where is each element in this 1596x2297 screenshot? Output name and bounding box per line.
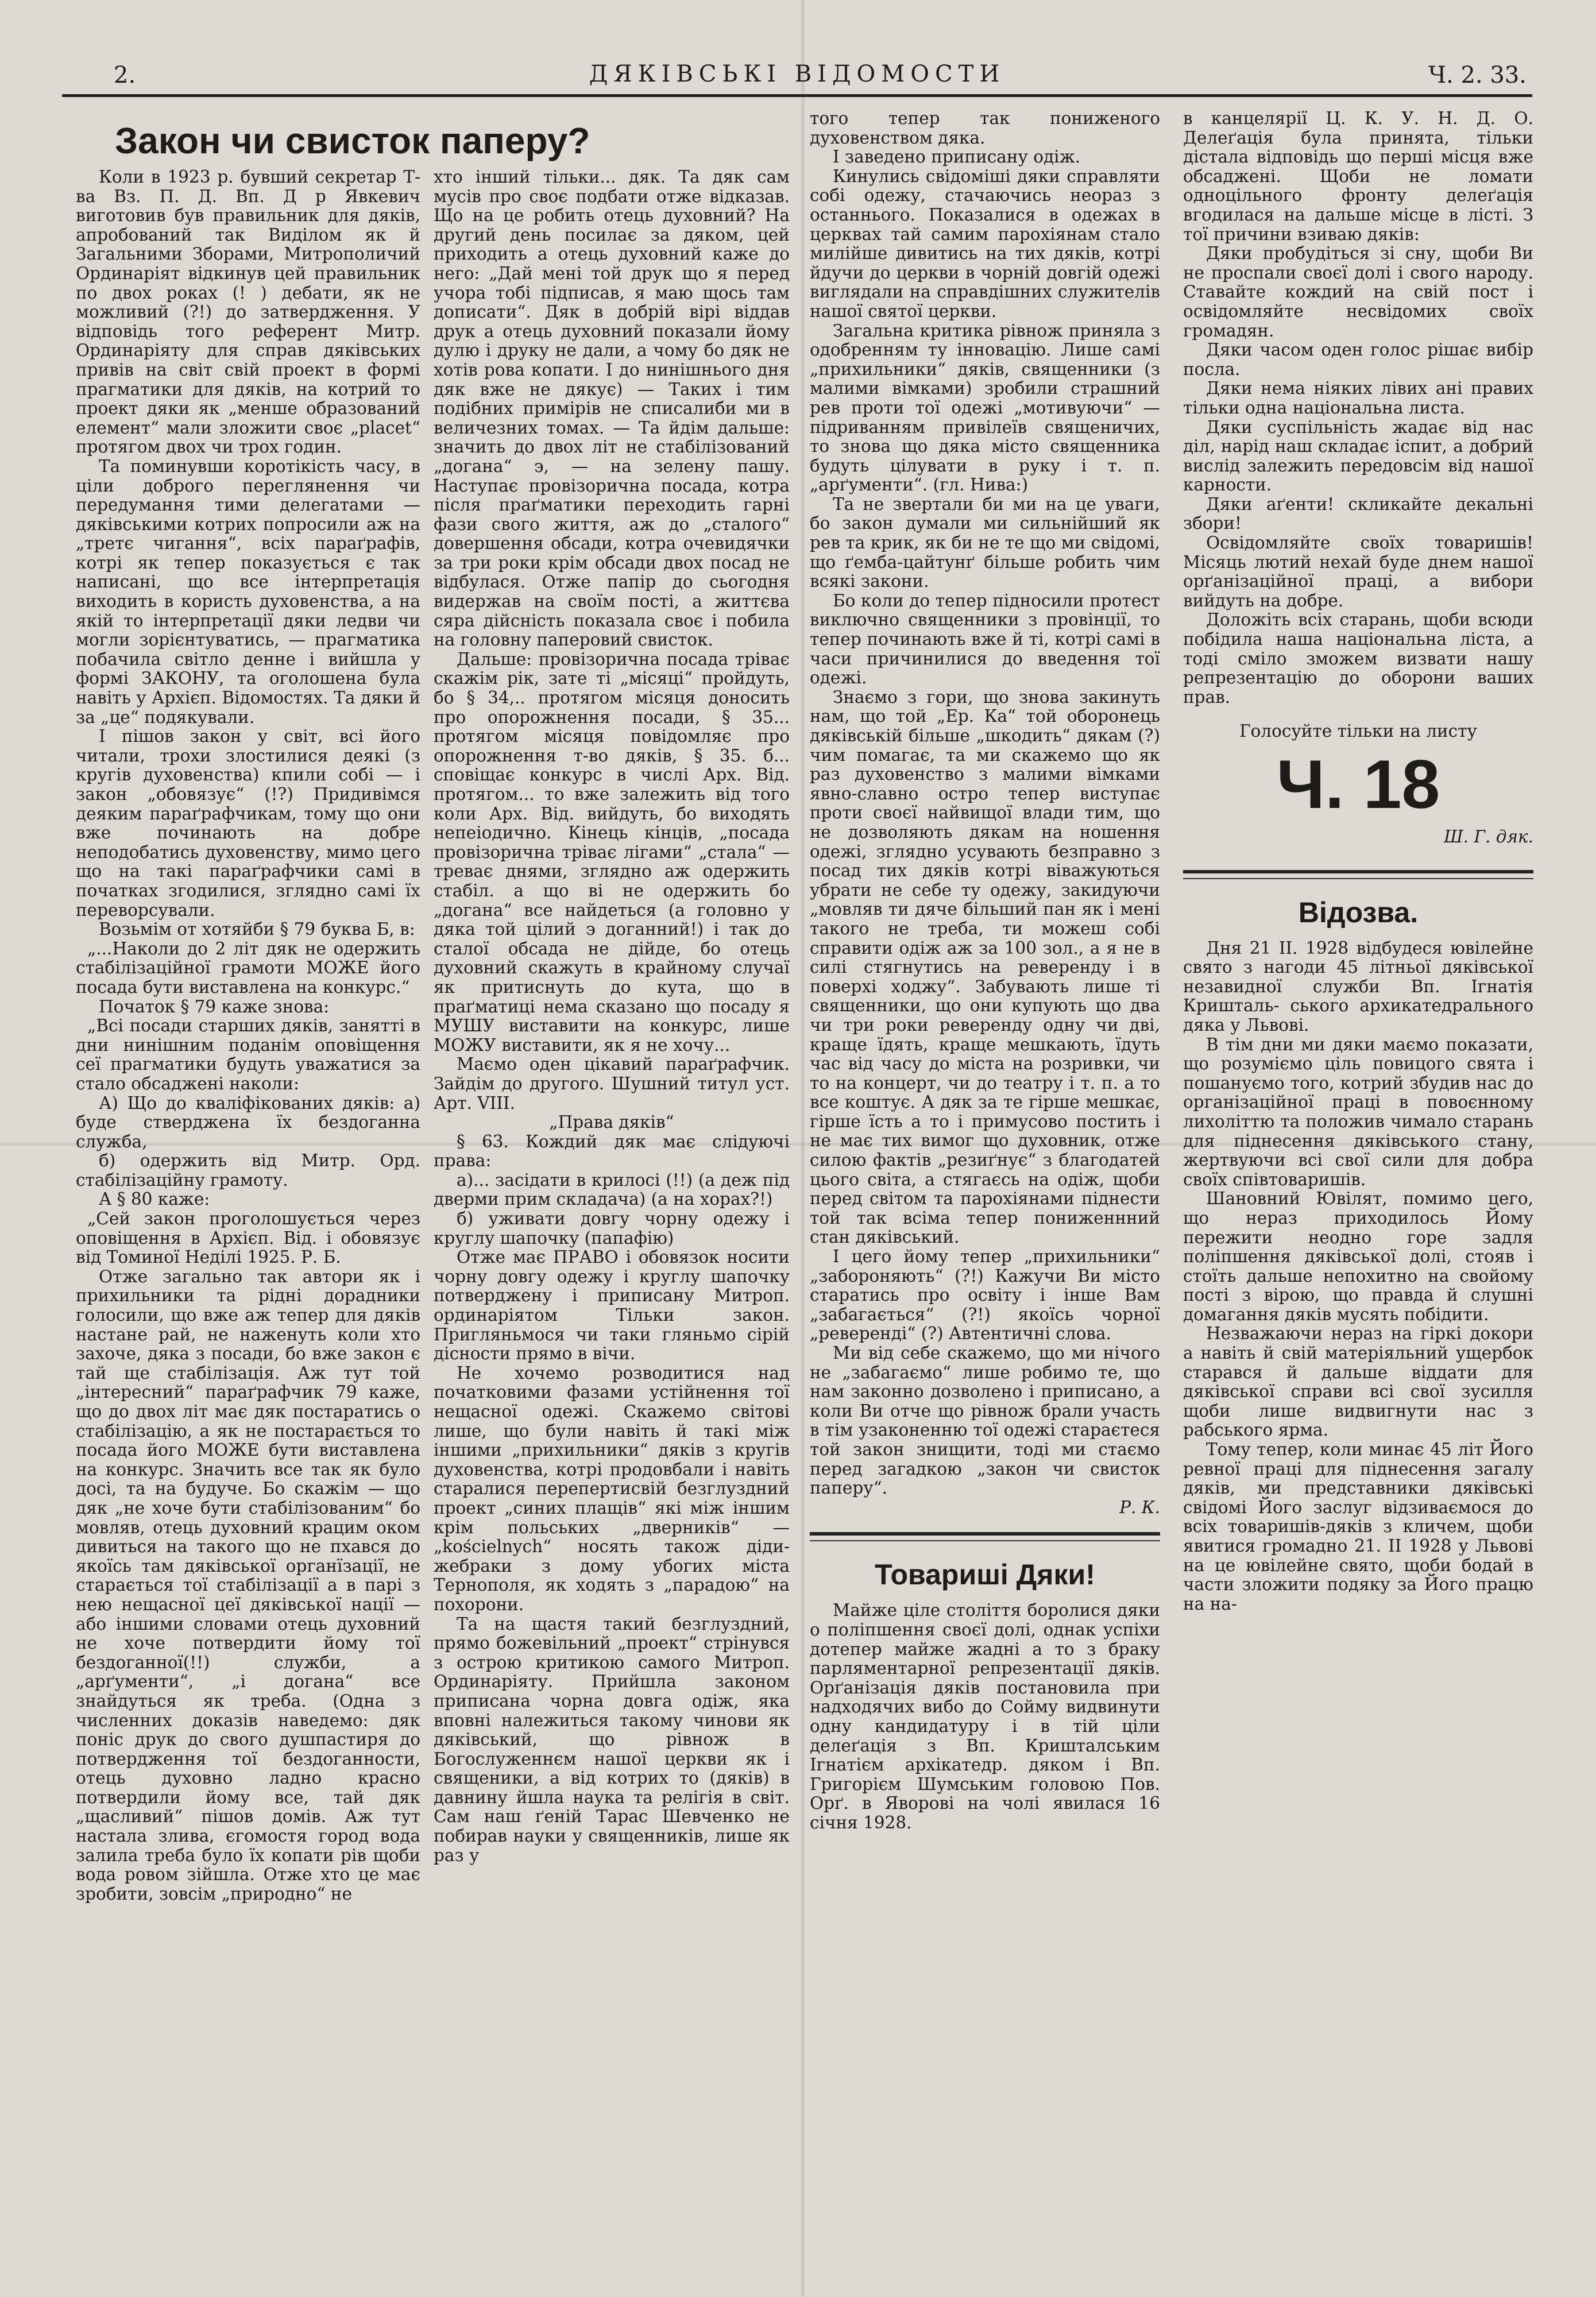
article2-title: Товариші Дяки! xyxy=(875,1559,1095,1591)
paragraph: б) уживати довгу чорну одежу і круглу шапочку (папафію) xyxy=(434,1209,790,1248)
paragraph: В тім дни ми дяки маємо показати, що розуміємо ціль повицого свята і пошануємо того, котрий збудив нас до організаційної праці в повоєнному лихоліттю та положив чимало старань для піднесення дяківського стану, жертвуючи всі свої сили для добра своїх співтоваришів. xyxy=(1183,1034,1533,1189)
column-4 xyxy=(1183,109,1533,2280)
section-rule xyxy=(1183,870,1533,873)
vote-line: Голосуйте тільки на листу xyxy=(1239,721,1477,741)
paragraph: § 63. Кождий дяк має слідуючі права: xyxy=(434,1131,790,1171)
quote: „...Наколи до 2 літ дяк не одержить стабілізаційної грамоти МОЖЕ його посада бути виставлена на конкурс.“ xyxy=(76,938,420,997)
paragraph: Майже ціле століття боролися дяки о поліпшення своєї долі, однак успіхи дотепер майже жадні а то з браку парляментарної репрезентації дяків. Орґанізація дяків постановила при надходячих вибо до Сойму видвинути одну кандидатуру і в тій ціли делеґація з Вп. Кришталським Ігнатієм архікатедр. дяком і Вп. Григорієм Шумським головою Пов. Орґ. в Яворові на чолі явилася 16 січня 1928. xyxy=(810,1600,1160,1832)
paragraph: Кинулись свідоміші дяки справляти собі одежу, стачаючись неораз з останнього. Показалися в одежах в церквах тай самим парохіянам стало милійше дивитись на тих дяків, котрі йдучи до церкви в чорній довгій одежі виглядали на справдішних служителів нашої святої церкви. xyxy=(810,166,1160,321)
paragraph: Дяки нема ніяких лівих ані правих тільки одна національна листа. xyxy=(1183,378,1533,417)
paragraph: І заведено приписану одіж. xyxy=(833,147,1081,167)
paragraph: Дальше: провізорична посада тріває скажім рік, зате ті „місяці“ пройдуть, бо § 34,.. протягом місяця доносить про опорожнення посади, § 35... протягом місяця повідомляє про опорожнення т-во дяків, § 35. б... сповіщає конкурс в числі Арх. Від. протягом... то вже залежить від того коли Арх. Від. вийдуть, бо виходять непеіодично. Кінець кінців, „посада провізорична тріває лігами“ „стала“ — треває днями, зглядно аж одержить стабіл. а що ві не одержить бо „догана“ все найдеться (а головно у дяка той цілий э доганний!) і так до сталої обсада не дійде, бо отець духовний скажуть в крайному случаї як притиснуть до кута, що в праґматиці нема сказано що посаду я МУШУ виставити на конкурс, лише МОЖУ виставити, як я не хочу... xyxy=(434,649,790,1055)
column-3 xyxy=(810,109,1160,2280)
paragraph: а)... засідати в крилосі (!!) (а деж під дверми прим складача) (а на хорах?!) xyxy=(434,1170,790,1209)
paragraph: Отже має ПРАВО і обовязок носити чорну довгу одежу і круглу шапочку потверджену і приписану Митроп. ординаріятом Тільки закон. Пригляньмося чи таки гляньмо сірій дісности прямо в вічи. xyxy=(434,1247,790,1364)
paragraph: хто інший тільки... дяк. Та дяк сам мусів про своє подбати отже відказав. Що на це робить отець духовний? На другий день посилає за дяком, цей приходить а отець духовний каже до него: „Дай мені той друк що я перед учора тобі підписав, я маю щось там дописати“. Дяк в добрій вірі віддав друк а отець духовний показали йому дулю і друку не дали, а чому бо дяк не хотів рова копати. І до нинішнього дня дяк вже не дякує) — Таких і тим подібних примірів не списалиби ми в величезних томах. — Та йдім дальше: значить до двох літ не стабілізований „догана“ э, — на зелену пашу. Наступає провізорична посада, котра після праґматики переходить гарні фази свого життя, аж до „сталого“ довершення обсади, котра очевидячки за три роки крім обсади двох посад не відбулася. Отже папір до сьогодня видержав на своїм пості, а життєва сяра дійсність показала своє і побила на головну паперовий свисток. xyxy=(434,168,790,650)
paper-fold-vertical xyxy=(801,0,805,2297)
paragraph: І цего йому тепер „прихильники“ „забороняють“ (?!) Кажучи Ви місто старатись про освіту і інше Вам „забагається“ (?!) якоїсь чорної „реверенді“ (?) Автентичні слова. xyxy=(810,1247,1160,1344)
paragraph: І пішов закон у світ, всі його читали, трохи злостилися деякі (з кругів духовенства) кпили собі — і закон „обовязує“ (!?) Придивімся деяким параґрафчикам, тому що они вже починають на добре неподобатись духовенству, мимо цего що на такі параґрафчики самі в початках згодилися, зглядно самі їх переворсували. xyxy=(76,726,420,920)
paragraph: Шановний Ювілят, помимо цего, що нераз приходилось Йому пережити неодно горе задля поліпшення дяківської долі, стояв і стоїть дальше непохитно на свойому пості з вірою, що правда й слушні домагання дяків мусять побідити. xyxy=(1183,1189,1533,1324)
paragraph: Дяки часом оден голос рішає вибір посла. xyxy=(1183,340,1533,379)
paragraph: Ми від себе скажемо, що ми нічого не „забагаємо“ лише робимо те, що нам законно дозволено і приписано, а коли Ви отче що рівнож брали участь в тім узаконенню тої одежі стараєтеся той закон знищити, тоді ми стаємо перед загадкою „закон чи свисток паперу“. xyxy=(810,1343,1160,1498)
article1-title: Закон чи свисток паперу? xyxy=(115,120,590,161)
paragraph: Незважаючи нераз на гіркі докори а навіть й свій матеріяльний ущербок старався й дальше віддати для дяківської справи всі свої зусилля щоби лише видвигнути нас з рабського ярма. xyxy=(1183,1324,1533,1440)
vote-number: Ч. 18 xyxy=(1276,746,1440,823)
quote: „Всі посади старших дяків, занятті в дни нинішним поданім оповіщення сеї прагматики будуть уважатися за стало обсаджені наколи: xyxy=(76,1016,420,1093)
paragraph: Початок § 79 каже знова: xyxy=(99,996,330,1016)
section-rule-thin xyxy=(810,1540,1160,1541)
paragraph: Доложіть всіх старань, щоби всюди побідила наша національна ліста, а тоді сміло зможем визвати нашу репрезентацію до оборони ваших прав. xyxy=(1183,610,1533,707)
paragraph: Возьмім от хотяйби § 79 буква Б, в: xyxy=(99,919,415,939)
subheading: „Права дяків“ xyxy=(549,1112,674,1132)
paragraph: Загальна критика рівнож приняла з одобренням ту інновацію. Лише самі „прихильники“ дяків, священники (з малими вімками) зробили страшний рев проти тої одежі „мотивуючи“ — підриванням привілеїв священичих, то знова що дяка місто священника будуть цілувати в руку і т. п. „арґументи“. (гл. Нива:) xyxy=(810,320,1160,495)
paragraph: Коли в 1923 р. бувший секретар Т-ва Вз. П. Д. Вп. Д р Явкевич виготовив був правильник для дяків, апробований так Виділом як й Загальними Зборами, Митрополичий Ординаріят відкинув цей правильник по двох роках (! ) дебати, як не можливий (?!) до затвердження. У відповідь того референт Митр. Ординаріяту для справ дяківських привів на світ свій проект в формі прагматики для дяків, на котрий то проект дяки як „менше образований елемент“ мали зложити своє „placet“ протягом двох чи трох годин. xyxy=(76,168,420,457)
issue-number: Ч. 2. 33. xyxy=(1428,62,1527,88)
paragraph: Та на щастя такий безглуздний, прямо божевільний „проект“ стрінувся з острою критикою самого Митроп. Ординаріяту. Прийшла законом приписана чорна довга одіж, яка вповні належиться такому чинови як дяківський, що рівнож в Богослуженнєм нашої церкви як і священики, а від котрих то (дяків) в давнину йшла наука та релігія в світ. Сам наш ґеній Тарас Шевченко не побирав науки у священників, лише як раз у xyxy=(434,1614,790,1865)
paragraph: Дяки аґенти! скликайте декальні збори! xyxy=(1183,494,1533,533)
paragraph: Маємо оден цікавий параґрафчик. Зайдім до другого. Шушний титул уст. Арт. VIII. xyxy=(434,1054,790,1113)
paragraph: Тому тепер, коли минає 45 літ Його ревної праці для піднесення загалу дяків, ми представники дяківські свідомі Його заслуг відзиваємося до всіх товаришів-дяків з кличем, щоби явитися громадно 21. II 1928 у Львові на це ювілейне свято, щоби бодай в части зложити подяку за Його працю на на- xyxy=(1183,1440,1533,1614)
quote: „Сей закон проголошується через оповіщення в Архієп. Від. і обовязує від Томиної Неділі 1925. Р. Б. xyxy=(76,1209,420,1267)
paragraph: Дяки суспільність жадає від нас діл, нарід наш складає іспит, а добрий вислід залежить передовсім від нашої карности. xyxy=(1183,417,1533,495)
paragraph: Та поминувши коротікість часу, в ціли доброго переглянення чи передумання тими делегатами — дяківськими котрих попросили аж на „третє чигання“, всіх параґрафів, котрі як тепер показується є так написані, що все інтерпретація виходить в користь духовенства, а на якій то інтерпретації дяки ледви чи могли зорієнтуватись, — прагматика побачила світло денне і вийшла у формі ЗАКОНУ, та оголошена була навіть у Архієп. Відомостях. Та дяки й за „це“ подякували. xyxy=(76,456,420,727)
paragraph: Отже загально так автори як і прихильники та рідні дорадники голосили, що вже аж тепер для дяків настане рай, не наженуть коли хто захоче, дяка з посади, бо вже закон є тай ще стабілізація. Аж тут той „інтересний“ параґрафчик 79 каже, що до двох літ має дяк постаратись о стабілізацію, а як не постарається то посада його МОЖЕ бути виставлена на конкурс. Значить все так як було досі, та на будуче. Бо скажім — що дяк „не хоче бути стабілізованим“ бо мовляв, отець духовний крацим оком дивиться на такого що не пхався до якоїсь там дяківської органїзації, не старається тої стабілізації а в парі з нею нещасної цеї дяківської нації — або іншими словами отець духовний не хоче потвердити йому тої бездоганної(!!) служби, а „арґументи“, „і догана“ все знайдуться як треба. (Одна з численних доказів наведемо: дяк поніс друк до свого душпастиря до потвердження тої бездоганности, отець духовно ладно красно потвердили йому все, тай дяк „щасливий“ пішов домів. Аж тут настала злива, єгомостя город вода залила треба було їх копати рів щоби вода ровом зійшла. Отже хто це має зробити, зовсім „природно“ не xyxy=(76,1266,420,1904)
paragraph: Та не звертали би ми на це уваги, бо закон думали ми сильнійший як рев та крик, як би не те що ми свідомі, що ґемба-цайтунґ більше робить чим всякі закони. xyxy=(810,494,1160,591)
paragraph: Освідомляйте своїх товаришів! Місяць лютий нехай буде днем нашої орґанізаційної праці, а вибори вийдуть на добре. xyxy=(1183,533,1533,610)
header-rule xyxy=(62,94,1532,97)
article3-title: Відозва. xyxy=(1298,896,1419,929)
section-rule-thin xyxy=(1183,878,1533,879)
column-1 xyxy=(76,168,420,2287)
paragraph: в канцелярії Ц. К. У. Н. Д. О. Делеґація була принята, тільки дістала відповідь що перші місця вже обсаджені. Щоби не ломати одноцільного фронту делеґація вгодилася на дальше місце в лісті. З тої причини взиваю дяків: xyxy=(1183,109,1533,244)
paragraph: Дня 21 II. 1928 відбудеся ювілейне свято з нагоди 45 літньої дяківської незавидної служби Вп. Ігнатія Кришталь- ського архикатедрального дяка у Львові. xyxy=(1183,938,1533,1035)
article2-signature: Ш. Г. дяк. xyxy=(1444,827,1533,846)
paragraph: Дяки пробудіться зі сну, щоби Ви не проспали своєї долі і свого народу. Ставайте кождий на свій пост і освідомляйте несвідомих своїх громадян. xyxy=(1183,243,1533,341)
paragraph: Не хочемо розводитися над початковими фазами устійнення тої нещасної одежі. Скажемо світові лише, що були навіть й такі між іншими „прихильники“ дяків з кругів духовенства, котрі продовбали і навіть старалися перепертисвій безглуздний проект „синих плащів“ які між іншим крім польських „дверників“ — „kościelnych“ носять також діди-жебраки з дому убогих міста Тернополя, як ходять з „парадою“ на похорони. xyxy=(434,1363,790,1614)
paragraph: А) Що до кваліфікованих дяків: а) буде стверджена їх бездоганна служба, xyxy=(76,1093,420,1151)
page-number: 2. xyxy=(114,62,136,88)
paragraph: Знаємо з гори, що знова закинуть нам, що той „Ер. Ка“ той оборонець дяківській більше „шкодить“ дякам (?) чим помагає, та ми скажемо що як раз духовенство з малими вімками явно-славно остро тепер виступає проти своєї найвищої влади тим, що не дозволяють дякам на ношення одежі, зглядно усувають безправно з посад тих дяків котрі віважуються убрати не себе ту одежу, закидуючи „мовляв ти дяче більший пан як і мені такого не треба, ти можеш собі справити одіж аж за 100 зол., а я не в силі стягнутись на реверенду і в поверхі ходжу“. Забувають лише ті священники, що они купують що два чи три роки реверенду одну чи дві, краще їдять, краще мешкають, їдуть час від часу до міста на розривки, чи то на концерт, чи до театру і т. п. а то все коштує. А дяк за те гірше мешкає, гірше їсть а то і примусово постить і не має тих вимог що духовник, отже силою фактів „резиґнує“ з благодатей цього світа, а стягаєсь на одіж, щоби перед світом та парохіянами піднести той так всіма тепер пониженнний стан дяківський. xyxy=(810,687,1160,1247)
paragraph: А § 80 каже: xyxy=(99,1189,210,1209)
paragraph: б) одержить від Митр. Орд. стабілізаційну грамоту. xyxy=(76,1151,420,1190)
newspaper-title: ДЯКІВСЬКІ ВІДОМОСТИ xyxy=(589,61,1006,87)
paragraph: того тепер так пониженого духовенством дяка. xyxy=(810,109,1160,148)
column-2 xyxy=(434,168,790,2287)
paragraph: Бо коли до тепер підносили протест виключно священники з провінції, то тепер починають вже й ті, котрі самі в часи причинилися до введення тої одежі. xyxy=(810,590,1160,688)
page-header xyxy=(62,57,1532,98)
section-rule xyxy=(810,1532,1160,1536)
article1-signature: Р. К. xyxy=(1119,1497,1160,1517)
